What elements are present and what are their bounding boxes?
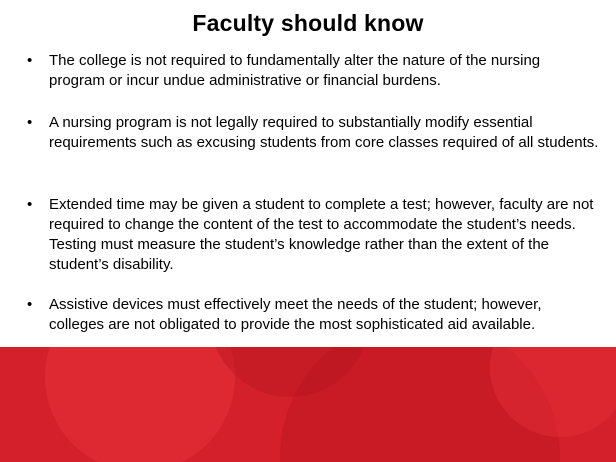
bullet-marker: • <box>27 114 33 131</box>
bullet-marker: • <box>27 196 33 213</box>
bullet-text: The college is not required to fundamentally alter the nature of the nursing program or incur undue administrative or financial burdens. <box>49 52 541 89</box>
slide-title: Faculty should know <box>192 10 424 36</box>
band-circle <box>45 347 235 462</box>
bullet-text: Assistive devices must effectively meet the needs of the student; however, colleges are not obligated to provide the most sophisticated aid available. <box>49 296 542 333</box>
bullet-text: A nursing program is not legally required to substantially modify essential requirements such as excusing students from core classes required of all students. <box>49 114 599 151</box>
bullet-text: Extended time may be given a student to complete a test; however, faculty are not required to change the content of the test to accommodate the student’s needs. Testing must measure the student’s knowledge rather than the extent of the student’s disability. <box>49 196 594 273</box>
bullet-marker: • <box>27 296 33 313</box>
decorative-red-band <box>0 347 616 462</box>
bullet-marker: • <box>27 52 33 69</box>
red-band-graphic <box>0 347 616 462</box>
